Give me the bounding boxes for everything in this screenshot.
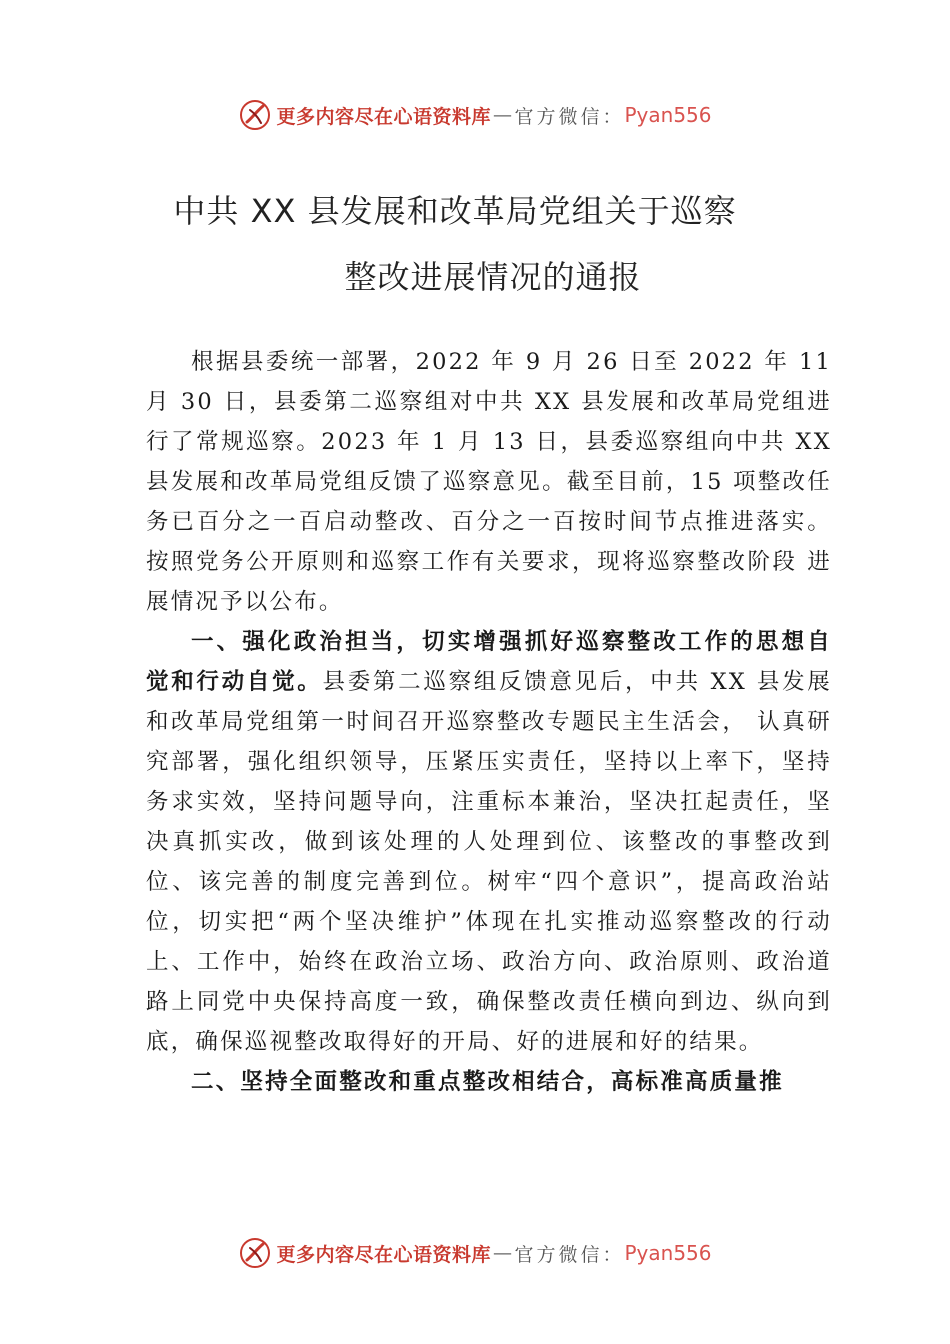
- watermark-dash: —: [492, 104, 513, 126]
- section-1-body: 县委第二巡察组反馈意见后，中共 XX 县发展和改革局党组第一时间召开巡察整改专题民主生活会， 认真研究部署，强化组织领导，压紧压实责任，坚持以上率下，坚持务求实效，坚持问题导向，注重标本兼治，坚决扛起责任，坚决真抓实改，做到该处理的人处理到位、该整改的事整改到位、该完善的制度完善到位。树牢“四个意识”，提高政治站位，切实把“两个坚决维护”体现在扎实推动巡察整改的行动上、工作中，始终在政治立场、政治方向、政治原则、政治道路上同党中央保持高度一致，确保整改责任横向到边、纵向到底，确保巡视整改取得好的开局、好的进展和好的结果。: [146, 669, 832, 1055]
- watermark-wechat-id: Pyan556: [624, 1241, 712, 1265]
- paragraph-section-2: [146, 1062, 832, 1102]
- watermark-banner-bottom: [0, 1233, 950, 1273]
- watermark-brand: 更多内容尽在心语资料库: [276, 1243, 491, 1266]
- watermark-wechat-label: 官方微信：: [514, 105, 625, 128]
- watermark-dash: —: [492, 1242, 513, 1264]
- document-body: [146, 342, 832, 1102]
- section-2-heading: 二、坚持全面整改和重点整改相结合，高标准高质量推: [191, 1069, 784, 1095]
- document-title-line1: 中共 XX 县发展和改革局党组关于巡察: [173, 192, 737, 230]
- section-1-heading: 一、强化政治担当，切实增强抓好巡察整改工作的思想自觉和行动自觉。: [146, 629, 832, 695]
- paragraph-section-1: [146, 622, 832, 1062]
- watermark-banner-top: [0, 95, 950, 135]
- watermark-wechat-label: 官方微信：: [514, 1243, 625, 1266]
- brush-logo-icon: [238, 1236, 272, 1270]
- brush-logo-icon: [238, 98, 272, 132]
- paragraph-intro: 根据县委统一部署，2022 年 9 月 26 日至 2022 年 11 月 30 日，县委第二巡察组对中共 XX 县发展和改革局党组进行了常规巡察。2023 年 1 月 13 日，县委巡察组向中共 XX 县发展和改革局党组反馈了巡察意见。截至目前，15 项整改任务已百分之一百启动整改、百分之一百按时间节点推进落实。按照党务公开原则和巡察工作有关要求，现将巡察整改阶段 进展情况予以公布。: [146, 349, 832, 615]
- watermark-brand: 更多内容尽在心语资料库: [276, 105, 491, 128]
- document-title-line2: 整改进展情况的通报: [344, 258, 642, 296]
- watermark-wechat-id: Pyan556: [624, 103, 712, 127]
